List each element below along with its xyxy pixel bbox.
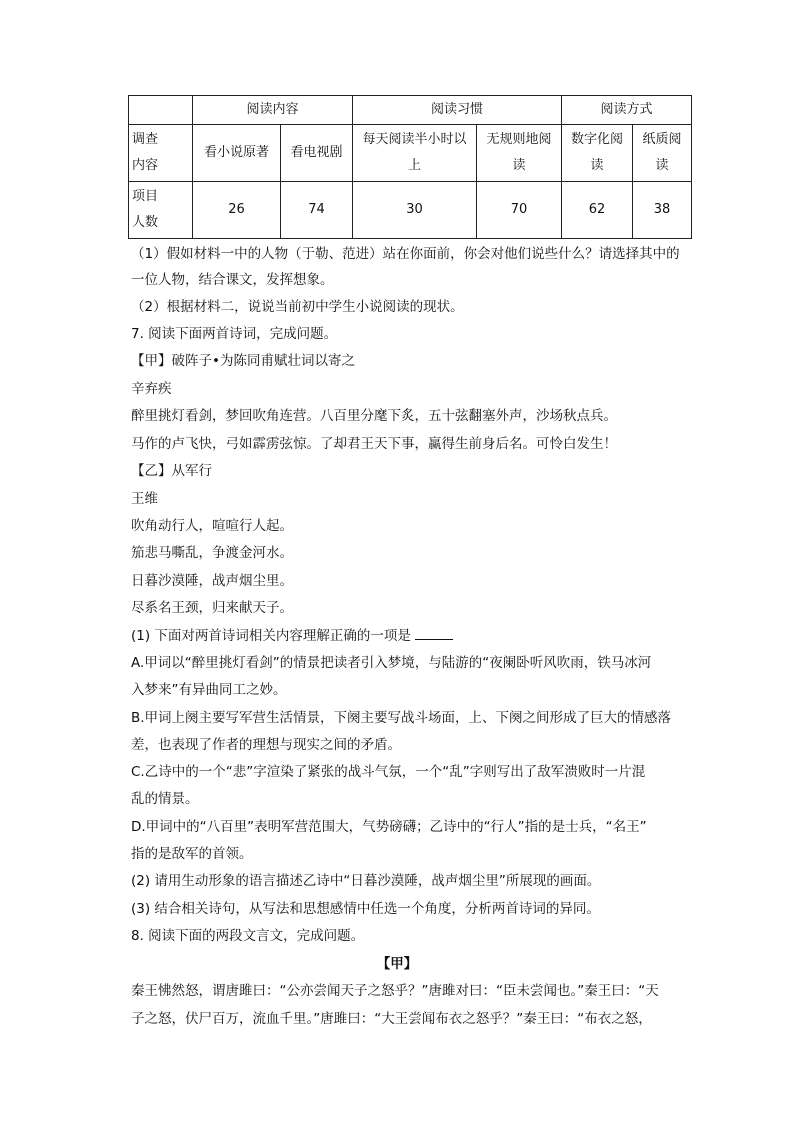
row-label-item-count: 项目 人数 [129,182,193,239]
count-cell: 70 [477,182,562,239]
passage-jia-line-1: 秦王怫然怒，谓唐雎曰：“公亦尝闻天子之怒乎？”唐雎对曰：“臣未尝闻也。”秦王曰：“天 [131,983,659,999]
reading-survey-table [128,95,692,239]
cell-irregular-reading: 无规则地阅 读 [477,125,562,182]
poem-jia-title: 【甲】破阵子•为陈同甫赋壮词以寄之 [131,353,355,369]
question-1-line-2: 一位人物，结合课文，发挥想象。 [131,272,334,288]
poem-yi-line-1: 吹角动行人，喧喧行人起。 [131,518,293,534]
table-corner-cell [129,96,193,125]
answer-blank[interactable] [415,625,453,640]
table-row [129,125,692,182]
cell-tv-drama: 看电视剧 [281,125,353,182]
poem-jia-line-2: 马作的卢飞快，弓如霹雳弦惊。了却君王天下事，赢得生前身后名。可怜白发生！ [131,436,617,452]
table-row [129,96,692,125]
count-cell: 74 [281,182,353,239]
poem-yi-author: 王维 [131,491,158,507]
item-8-heading: 8. 阅读下面的两段文言文，完成问题。 [131,928,365,944]
subquestion-1: (1) 下面对两首诗词相关内容理解正确的一项是 [131,625,453,646]
option-c-line-1: C.乙诗中的一个“悲”字渲染了紧张的战斗气氛，一个“乱”字则写出了敌军溃败时一片混 [131,764,646,780]
passage-jia-label: 【甲】 [376,956,418,972]
cell-digital-reading: 数字化阅 读 [562,125,633,182]
count-cell: 38 [633,182,692,239]
header-reading-content: 阅读内容 [193,96,353,125]
count-cell: 30 [353,182,477,239]
item-7-heading: 7. 阅读下面两首诗词，完成问题。 [131,326,338,342]
question-1-line-1: （1）假如材料一中的人物（于勒、范进）站在你面前，你会对他们说些什么？请选择其中的 [131,246,680,262]
header-reading-habit: 阅读习惯 [353,96,562,125]
count-cell: 26 [193,182,281,239]
passage-jia-line-2: 子之怒，伏尸百万，流血千里。”唐雎曰：“大王尝闻布衣之怒乎？”秦王曰：“布衣之怒， [131,1011,652,1027]
option-d-line-1: D.甲词中的“八百里”表明军营范围大，气势磅礴；乙诗中的“行人”指的是士兵，“名王” [131,819,647,835]
poem-yi-line-2: 笳悲马嘶乱，争渡金河水。 [131,545,293,561]
subquestion-3: (3) 结合相关诗句，从写法和思想感情中任选一个角度，分析两首诗词的异同。 [131,901,600,917]
option-d-line-2: 指的是敌军的首领。 [131,846,253,862]
poem-jia-author: 辛弃疾 [131,381,172,397]
option-c-line-2: 乱的情景。 [131,791,199,807]
option-b-line-2: 差，也表现了作者的理想与现实之间的矛盾。 [131,737,401,753]
header-reading-method: 阅读方式 [562,96,692,125]
cell-daily-half-hour: 每天阅读半小时以 上 [353,125,477,182]
row-label-survey-content: 调查 内容 [129,125,193,182]
subquestion-2: (2) 请用生动形象的语言描述乙诗中“日暮沙漠陲，战声烟尘里”所展现的画面。 [131,873,601,889]
poem-jia-line-1: 醉里挑灯看剑，梦回吹角连营。八百里分麾下炙，五十弦翻塞外声，沙场秋点兵。 [131,408,617,424]
poem-yi-line-3: 日暮沙漠陲，战声烟尘里。 [131,573,293,589]
option-b-line-1: B.甲词上阕主要写军营生活情景，下阕主要写战斗场面，上、下阕之间形成了巨大的情感落 [131,710,672,726]
option-a-line-1: A.甲词以“醉里挑灯看剑”的情景把读者引入梦境，与陆游的“夜阑卧听风吹雨，铁马冰河 [131,655,652,671]
question-2-line: （2）根据材料二，说说当前初中学生小说阅读的现状。 [131,299,464,315]
option-a-line-2: 入梦来”有异曲同工之妙。 [131,682,287,698]
cell-paper-reading: 纸质阅 读 [633,125,692,182]
table-row [129,182,692,239]
poem-yi-title: 【乙】从军行 [131,463,212,479]
count-cell: 62 [562,182,633,239]
cell-novel-original: 看小说原著 [193,125,281,182]
poem-yi-line-4: 尽系名王颈，归来献天子。 [131,600,293,616]
